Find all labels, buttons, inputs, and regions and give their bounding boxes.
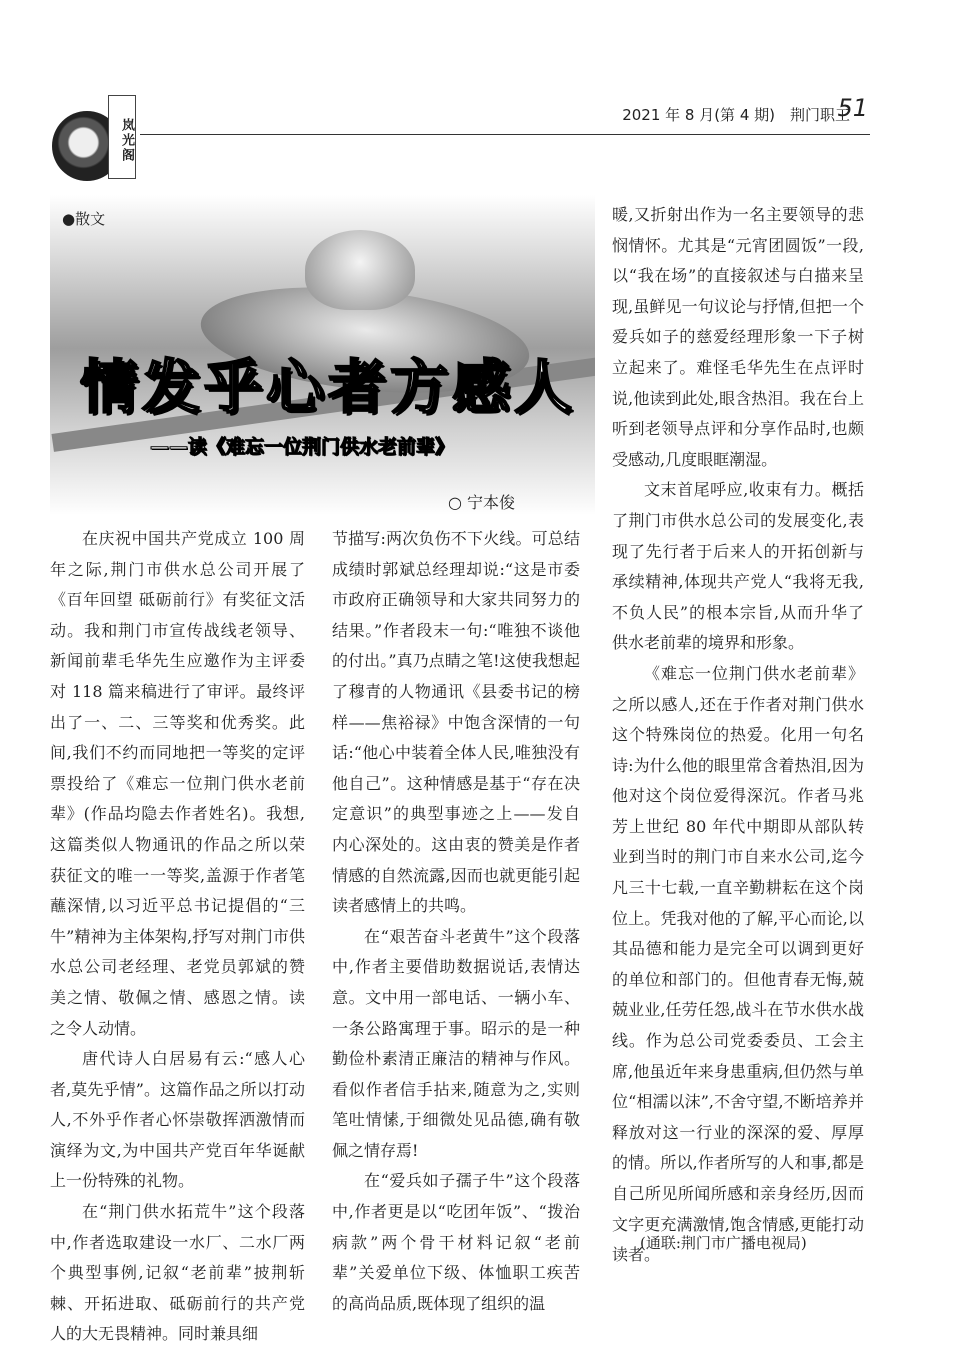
paragraph: 节描写:两次负伤不下火线。可总结成绩时郭斌总经理却说:“这是市委市政府正确领导和大家共同努力的结果。”作者段末一句:“唯独不谈他的付出。”真乃点睛之笔!这使我想起了穆青的人物通讯《县委书记的榜样——焦裕禄》中饱含深情的一句话:“他心中装着全体人民,唯独没有他自己”。这种情感是基于“存在决定意识”的典型事迹之上——发自内心深处的。这由衷的赞美是作者情感的自然流露,因而也就更能引起读者感情上的共鸣。	[332, 529, 580, 916]
text-column-1	[50, 524, 305, 1350]
paragraph: 文末首尾呼应,收束有力。概括了荆门市供水总公司的发展变化,表现了先行者于后来人的开拓创新与承续精神,体现共产党人“我将无我,不负人民”的根本宗旨,从而升华了供水老前辈的境界和形象。	[612, 480, 864, 653]
text-column-2	[332, 524, 580, 1319]
paragraph: 唐代诗人白居易有云:“感人心者,莫先乎情”。这篇作品之所以打动人,不外乎作者心怀崇敬挥洒激情而演绎为文,为中国共产党百年华诞献上一份特殊的礼物。	[50, 1049, 305, 1191]
page-number: 51	[837, 94, 868, 122]
article-title: 情发乎心者方感人	[80, 353, 577, 421]
article-subtitle: ——读《难忘一位荆门供水老前辈》	[150, 436, 455, 458]
section-label: ●散文	[62, 210, 106, 228]
paragraph: 在“艰苦奋斗老黄牛”这个段落中,作者主要借助数据说话,表情达意。文中用一部电话、一辆小车、一条公路寓理于事。昭示的是一种勤俭朴素清正廉洁的精神与作风。看似作者信手拈来,随意为之,实则笔吐情愫,于细微处见品德,确有敬佩之情存焉!	[332, 926, 580, 1160]
paragraph: 在“荆门供水拓荒牛”这个段落中,作者选取建设一水厂、二水厂两个典型事例,记叙“老前辈”披荆斩棘、开拓进取、砥砺前行的共产党人的大无畏精神。同时兼具细	[50, 1202, 305, 1344]
paragraph: 暖,又折射出作为一名主要领导的悲悯情怀。尤其是“元宵团圆饭”一段,以“我在场”的直接叙述与白描来呈现,虽鲜见一句议论与抒情,但把一个爱兵如子的慈爱经理形象一下子树立起来了。难怪毛华先生在点评时说,他读到此处,眼含热泪。我在台上听到老领导点评和分享作品时,也颇受感动,几度眼眶潮湿。	[612, 205, 864, 469]
article-author: ○ 宁本俊	[448, 493, 516, 512]
text-column-3	[612, 200, 864, 1271]
issue-info: 2021 年 8 月(第 4 期) 荆门职工	[622, 106, 850, 124]
column-logo	[52, 93, 140, 179]
paragraph: 在“爱兵如子孺子牛”这个段落中,作者更是以“吃团年饭”、“拨治病款”两个骨干材料记叙“老前辈”关爱单位下级、体恤职工疾苦的高尚品质,既体现了组织的温	[332, 1171, 580, 1313]
hero-hat-crown	[305, 230, 415, 310]
paragraph: 《难忘一位荆门供水老前辈》之所以感人,还在于作者对荆门供水这个特殊岗位的热爱。化用一句名诗:为什么他的眼里常含着热泪,因为他对这个岗位爱得深沉。作者马兆芳上世纪 80 年代中期即从部队转业到当时的荆门市自来水公司,迄今凡三十七载,一直辛勤耕耘在这个岗位上。凭我对他的了解,平心而论,以其品德和能力是完全可以调到更好的单位和部门的。但他青春无悔,兢兢业业,任劳任怨,战斗在节水供水战线。作为总公司党委委员、工会主席,他虽近年来身患重病,但仍然与单位“相濡以沫”,不舍守望,不断培养并释放对这一行业的深深的爱、厚厚的情。所以,作者所写的人和事,都是自己所见所闻所感和亲身经历,因而文字更充满激情,饱含情感,更能打动读者。	[612, 663, 864, 1265]
author-affiliation: (通联:荆门市广播电视局)	[640, 1234, 807, 1252]
paragraph: 在庆祝中国共产党成立 100 周年之际,荆门市供水总公司开展了《百年回望 砥砺前行》有奖征文活动。我和荆门市宣传战线老领导、新闻前辈毛华先生应邀作为主评委对 118 篇来稿进行了审评。最终评出了一、二、三等奖和优秀奖。此间,我们不约而同地把一等奖的定评票投给了《难忘一位荆门供水老前辈》(作品均隐去作者姓名)。我想,这篇类似人物通讯的作品之所以荣获征文的唯一一等奖,盖源于作者笔蘸深情,以习近平总书记提倡的“三牛”精神为主体架构,抒写对荆门市供水总公司老经理、老党员郭斌的赞美之情、敬佩之情、感恩之情。读之令人动情。	[50, 529, 305, 1038]
header-rule	[140, 134, 870, 135]
column-name: 岚光阁	[108, 95, 136, 179]
